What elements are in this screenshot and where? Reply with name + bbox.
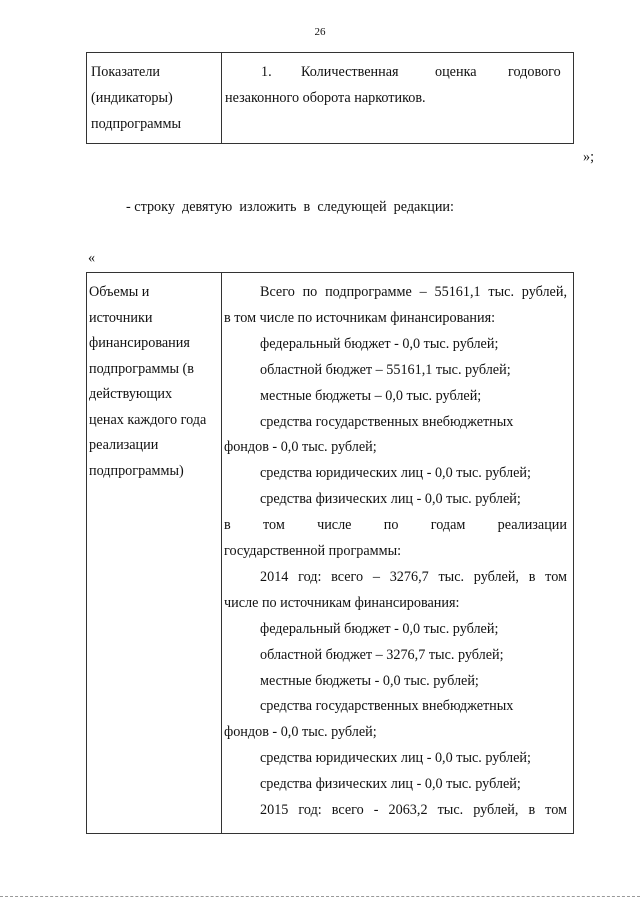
financing-text-line: Всего по подпрограмме – 55161,1 тыс. рублей,	[260, 284, 567, 300]
financing-label-line: Объемы и	[89, 284, 150, 300]
page-number: 26	[314, 26, 326, 38]
indicators-label-cell	[87, 53, 222, 143]
financing-label-cell	[87, 273, 222, 833]
indicator-text-line: незаконного оборота наркотиков.	[225, 90, 426, 106]
financing-text-line: федеральный бюджет - 0,0 тыс. рублей;	[260, 620, 499, 637]
financing-label-line: источники	[89, 309, 153, 326]
indicators-label-line: Показатели	[91, 64, 161, 80]
indicators-label-line: подпрограммы	[91, 116, 181, 132]
financing-text-line: фондов - 0,0 тыс. рублей;	[224, 724, 377, 741]
financing-text-line: средства государственных внебюджетных	[260, 698, 514, 715]
financing-label-line: действующих	[89, 386, 173, 402]
financing-text-line: фондов - 0,0 тыс. рублей;	[224, 439, 377, 456]
financing-text-line: местные бюджеты – 0,0 тыс. рублей;	[260, 387, 482, 404]
financing-text-line: средства физических лиц - 0,0 тыс. рублей;	[260, 776, 521, 793]
financing-text-line: государственной программы:	[224, 543, 402, 559]
indicators-label-line: (индикаторы)	[91, 90, 173, 106]
indicator-word: годового	[508, 64, 561, 80]
instruction-text: - строку девятую изложить в следующей редакции:	[126, 199, 454, 215]
indicators-table	[86, 52, 574, 144]
indicator-word: Количественная	[301, 64, 399, 80]
financing-text-line: средства государственных внебюджетных	[260, 413, 514, 430]
financing-label-line: подпрограммы (в	[89, 360, 194, 377]
opening-quote: «	[88, 250, 96, 266]
financing-text-line: в том числе по источникам финансирования:	[224, 309, 496, 326]
financing-label-line: ценах каждого года	[89, 411, 207, 428]
financing-label-line: реализации	[89, 437, 159, 453]
financing-text-line: 2014 год: всего – 3276,7 тыс. рублей, в том	[260, 568, 567, 585]
indicators-value-cell	[222, 53, 573, 143]
financing-text-line: числе по источникам финансирования:	[224, 594, 460, 611]
financing-label-line: подпрограммы)	[89, 462, 184, 479]
indicator-item-number: 1.	[261, 64, 272, 80]
indicator-word: оценка	[435, 64, 477, 80]
financing-text-line: областной бюджет – 3276,7 тыс. рублей;	[260, 646, 504, 663]
financing-text-line: средства юридических лиц - 0,0 тыс. рублей;	[260, 465, 531, 482]
financing-text-line: 2015 год: всего - 2063,2 тыс. рублей, в том	[260, 802, 567, 818]
closing-quote: »;	[583, 149, 595, 165]
financing-value-cell	[222, 273, 573, 833]
financing-label-line: финансирования	[89, 335, 190, 351]
financing-text-line: федеральный бюджет - 0,0 тыс. рублей;	[260, 335, 499, 352]
financing-text-line: средства юридических лиц - 0,0 тыс. рублей;	[260, 750, 531, 767]
page-bottom-rule	[0, 896, 640, 898]
financing-text-line: средства физических лиц - 0,0 тыс. рублей;	[260, 491, 521, 508]
financing-table	[86, 272, 574, 834]
financing-text-line: в том числе по годам реализации	[224, 517, 567, 534]
financing-text-line: областной бюджет – 55161,1 тыс. рублей;	[260, 361, 511, 378]
financing-text-line: местные бюджеты - 0,0 тыс. рублей;	[260, 672, 479, 689]
